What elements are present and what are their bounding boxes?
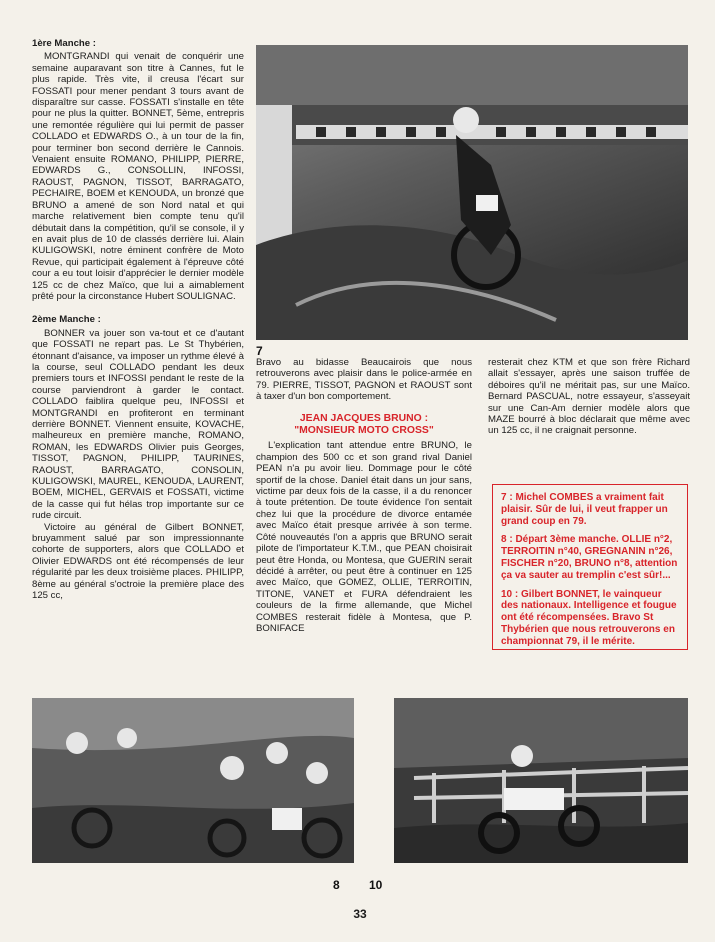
caption-8: 8 : Départ 3ème manche. OLLIE n°2, TERROITIN n°40, GREGNANIN n°26, FISCHER n°20, BRUNO n°8, attention ça va sauter au tremplin c'est sûr!... (501, 534, 678, 581)
photo-10-label: 10 (369, 878, 383, 892)
heading-line-1: JEAN JACQUES BRUNO : (299, 412, 429, 424)
photo-7-image (256, 45, 688, 340)
section-heading-second-heat: 2ème Manche : (32, 314, 101, 326)
photo-gilbert-bonnet-jump (394, 698, 688, 863)
paragraph: resterait chez KTM et que son frère Richard allait s'essayer, après une saison truffée de déboires qu'il ne méritait pas, sur une Maïco. Bernard PASCUAL, notre essayeur, s'asseyait sur une Can-Am dernier modèle alors que MAZE bourré à bloc déclarait que même avec un 125 cc, il ne craignait personne. (488, 357, 690, 437)
photo-race-start (32, 698, 354, 863)
caption-7: 7 : Michel COMBES a vraiment fait plaisir. Sûr de lui, il veut frapper un grand coup en 79. (501, 492, 668, 527)
photo-captions-box (492, 484, 688, 650)
photo-8-label: 8 (333, 878, 340, 892)
caption-10: 10 : Gilbert BONNET, le vainqueur des nationaux. Intelligence et fougue ont été récompensées. Bravo St Thybérien que nous retrouverons en championnat 79, il le mérite. (501, 588, 677, 647)
photo-7-label: 7 (256, 344, 263, 358)
article-heading-jean-jacques-bruno (256, 413, 472, 438)
article-column-1 (32, 38, 244, 602)
page-number: 33 (353, 907, 367, 921)
paragraph: Victoire au général de Gilbert BONNET, bruyamment salué par son impressionnante cohorte de supporters, alors que COLLADO et Olivier EDWARDS ont été récompensés de leur régularité par les deux troisième places. PHILIPP, 8ème au général s'octroie la première place des 125 cc, (32, 521, 244, 602)
photo-8-image (32, 698, 354, 863)
photo-motocross-rider-cornering (256, 45, 688, 340)
heading-line-2: "MONSIEUR MOTO CROSS" (294, 425, 434, 437)
paragraph: L'explication tant attendue entre BRUNO, le champion des 500 cc et son grand rival Daniel PEAN n'a pu avoir lieu. Dommage pour le côté sportif de la chose. Daniel était dans un jour sans, victime par deux fois de la casse, il a du renoncer à toute prétention. De toute évidence l'on sentait chez lui que la procédure de divorce entamée avec Maïco était presque arrivée à son terme. Côté nouveautés l'on a appris que BRUNO serait pilote de l'importateur K.T.M., que PEAN choisirait peut être Honda, ou Montesa, que GUERIN serait décidé à arrêter, ou peut être à continuer en 125 avec Maïco, que GOMEZ, OLLIE, TERROITIN, TITONE, VANET et FURA défendraient les couleurs de la firme allemande, que Michel COMBES resterait fidèle à Montesa, que P. BONIFACE (256, 440, 472, 634)
paragraph: Bravo au bidasse Beaucairois que nous retrouverons avec plaisir dans le police-armée en 79. PIERRE, TISSOT, PAGNON et RAOUST sont à taxer d'un bon comportement. (256, 357, 472, 403)
article-column-3 (488, 357, 690, 437)
photo-10-image (394, 698, 688, 863)
paragraph: BONNER va jouer son va-tout et ce d'autant que FOSSATI ne repart pas. Le St Thybérien, étonnant d'aisance, va imposer un rythme élevé à la course, seul COLLADO pendant les deux premiers tours et INFOSSI pendant le reste de la course parviendront à garder le contact. COLLADO faiblira quelque peu, INFOSSI et MONTGRANDI en profiteront en terminant derrière BONNET. Viennent ensuite, KOVACHE, malheureux en première manche, ROMANO, ROMAN, les EDWARDS Olivier puis Georges, TISSOT, PAGNON, PHILIPP, TAURINES, RAOUST, BARRAGATO, CONSOLIN, KULIGOWSKI, MAUREL, KENOUDA, LAURENT, BOEM, MICHEL, GERVAIS et FOSSATI, victime de la casse qui fut hélas trop importante sur ce rude circuit. (32, 327, 244, 522)
section-heading-first-heat: 1ère Manche : (32, 38, 96, 49)
article-column-2 (256, 357, 472, 634)
paragraph: MONTGRANDI qui venait de conquérir une semaine auparavant son titre à Cannes, fut le plus rapide. Très vite, il creusa l'écart sur FOSSATI pour mener pendant 3 tours avant de disparaître sur casse. FOSSATI s'installe en tête pour ne plus la quitter. BONNET, 5ème, entrepris une remontée régulière qui lui permit de passer COLLADO et EDWARDS O., à un tour de la fin, pour terminer bon second derrière le Cannois. Venaient ensuite ROMANO, PHILIPP, PIERRE, EDWARDS G., CONSOLLIN, INFOSSI, RAOUST, PAGNON, TISSOT, BARRAGATO, PECHAIRE, BOEM et KENOUDA, un bronzé que BRUNO a amené de son Nord natal et qui marche relativement bien compte tenu qu'il débutait dans la compétition, qu'il se console, il y en avait plus de 10 de classés derrière lui. Alain KULIGOWSKI, notre éminent confrère de Moto Revue, qui participait également à l'épreuve côté cour a eu tout loisir d'apprécier le dernier modèle 125 cc de chez Maïco, que lui a aimablement prêté pour la circonstance Hubert SOULIGNAC. (32, 51, 244, 302)
